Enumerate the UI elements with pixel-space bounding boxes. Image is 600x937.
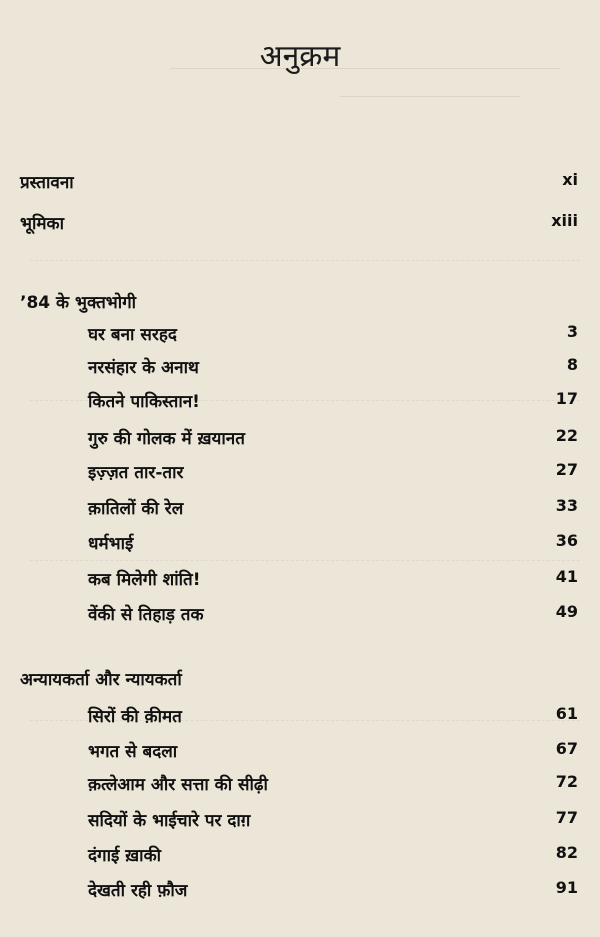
toc-page-number: xi (562, 170, 578, 189)
part-heading-label: अन्यायकर्ता और न्यायकर्ता (20, 670, 182, 690)
toc-entry-label: प्रस्तावना (20, 173, 74, 193)
toc-page-number: 67 (555, 739, 578, 758)
toc-chapter-row[interactable] (0, 602, 600, 632)
toc-chapter-row[interactable] (0, 808, 600, 838)
chapter-title: सदियों के भाईचारे पर दाग़ (88, 811, 251, 831)
chapter-title: कब मिलेगी शांति! (88, 570, 201, 590)
toc-chapter-row[interactable] (0, 567, 600, 597)
toc-entry-introduction[interactable] (0, 211, 600, 241)
toc-chapter-row[interactable] (0, 322, 600, 352)
toc-chapter-row[interactable] (0, 531, 600, 561)
toc-entry-label: भूमिका (20, 214, 64, 234)
chapter-title: देखती रही फ़ौज (88, 881, 188, 901)
chapter-title: क़त्लेआम और सत्ता की सीढ़ी (88, 775, 268, 795)
toc-page-number: 49 (555, 602, 578, 621)
toc-page-number: 27 (555, 460, 578, 479)
chapter-title: घर बना सरहद (88, 325, 177, 345)
chapter-title: इज़्ज़त तार-तार (88, 463, 184, 483)
toc-chapter-row[interactable] (0, 843, 600, 873)
toc-part-heading (0, 290, 600, 320)
toc-chapter-row[interactable] (0, 426, 600, 456)
chapter-title: सिरों की क़ीमत (88, 707, 182, 727)
toc-part-heading (0, 667, 600, 697)
toc-page-number: 36 (555, 531, 578, 550)
toc-page-number: 77 (555, 808, 578, 827)
toc-page-number: 91 (555, 878, 578, 897)
chapter-title: गुरु की गोलक में ख़यानत (88, 429, 245, 449)
page-title: अनुक्रम (259, 39, 341, 74)
toc-page-number: 82 (555, 843, 578, 862)
chapter-title: भगत से बदला (88, 742, 178, 762)
toc-chapter-row[interactable] (0, 460, 600, 490)
toc-page-number: 3 (566, 322, 578, 341)
toc-page-number: 41 (555, 567, 578, 586)
toc-page-number: 33 (555, 496, 578, 515)
toc-chapter-row[interactable] (0, 389, 600, 419)
chapter-title: दंगाई ख़ाकी (88, 846, 162, 866)
chapter-title: धर्मभाई (88, 534, 134, 554)
chapter-title: नरसंहार के अनाथ (88, 358, 199, 378)
toc-chapter-row[interactable] (0, 739, 600, 769)
toc-chapter-row[interactable] (0, 355, 600, 385)
chapter-title: वेंकी से तिहाड़ तक (88, 605, 204, 625)
chapter-title: कितने पाकिस्तान! (88, 392, 200, 412)
toc-page-number: 8 (566, 355, 578, 374)
toc-page-number: xiii (551, 211, 578, 230)
toc-page-number: 17 (555, 389, 578, 408)
toc-chapter-row[interactable] (0, 704, 600, 734)
toc-page-number: 22 (555, 426, 578, 445)
toc-page-number: 61 (555, 704, 578, 723)
toc-chapter-row[interactable] (0, 772, 600, 802)
toc-chapter-row[interactable] (0, 878, 600, 908)
toc-page-number: 72 (555, 772, 578, 791)
toc-entry-preface[interactable] (0, 170, 600, 200)
toc-chapter-row[interactable] (0, 496, 600, 526)
chapter-title: क़ातिलों की रेल (88, 499, 184, 519)
part-heading-label: ’84 के भुक्तभोगी (20, 293, 137, 313)
